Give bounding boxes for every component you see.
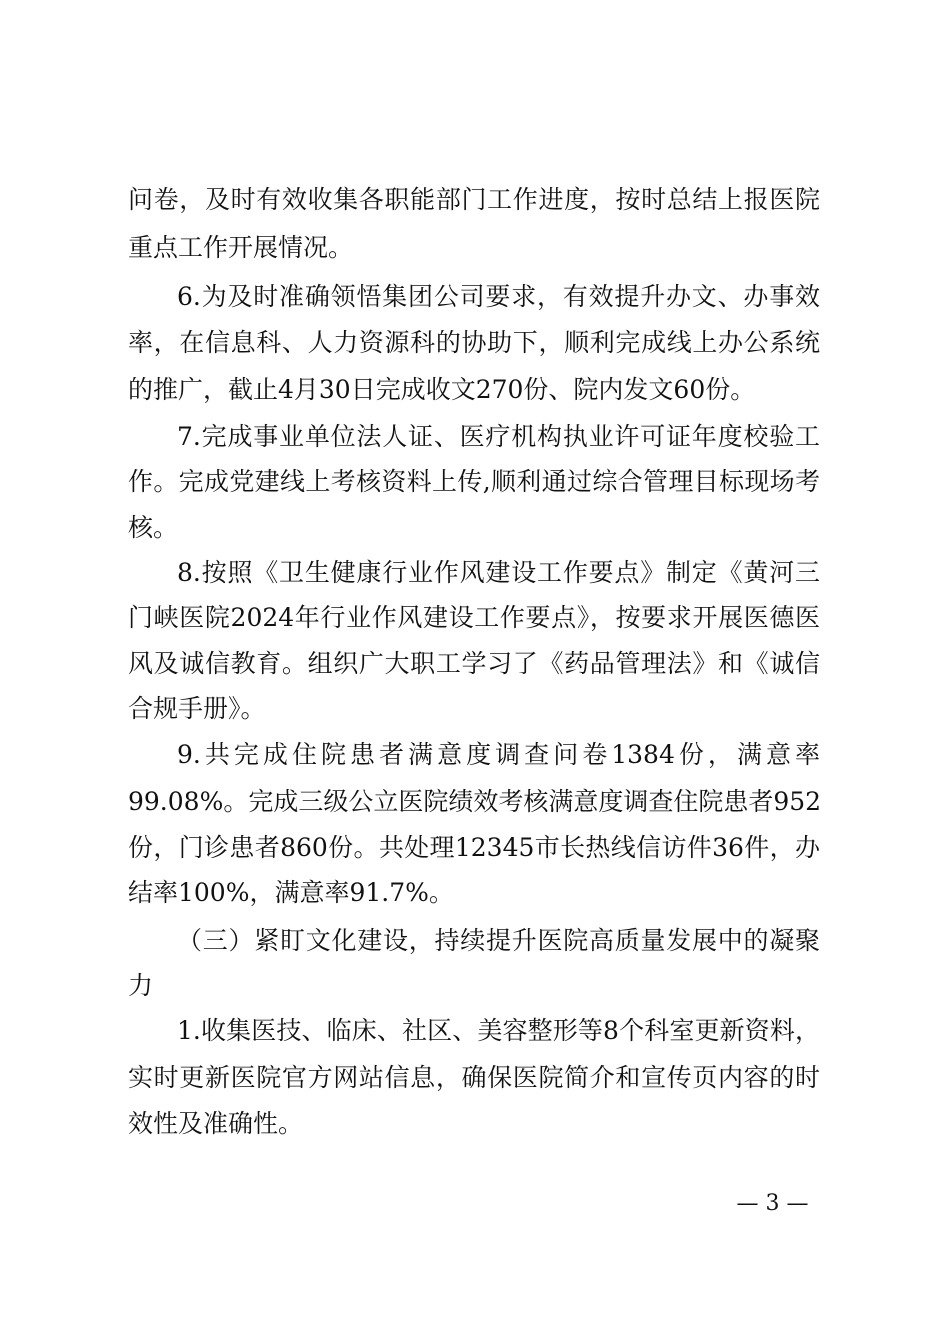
text-line: 结率100%，满意率91.7%。 (128, 878, 454, 907)
text-line: 合规手册》。 (128, 694, 266, 723)
text-line: 重点工作开展情况。 (128, 233, 354, 262)
section-heading: （三）紧盯文化建设，持续提升医院高质量发展中的凝聚 (177, 926, 820, 955)
text-line: 门峡医院2024年行业作风建设工作要点》，按要求开展医德医 (128, 603, 820, 632)
text-line: 的推广，截止4月30日完成收文270份、院内发文60份。 (128, 375, 756, 404)
text-line: 9.共完成住院患者满意度调查问卷1384份，满意率 (177, 740, 820, 769)
text-line: 99.08%。完成三级公立医院绩效考核满意度调查住院患者952 (128, 787, 822, 816)
text-line: 份，门诊患者860份。共处理12345市长热线信访件36件，办 (128, 833, 820, 862)
text-line: 1.收集医技、临床、社区、美容整形等8个科室更新资料， (177, 1016, 820, 1045)
section-heading: 力 (128, 971, 154, 1000)
page-number: — 3 — (736, 1191, 809, 1216)
text-line: 核。 (128, 513, 179, 542)
text-line: 率，在信息科、人力资源科的协助下，顺利完成线上办公系统 (128, 328, 820, 357)
text-line: 效性及准确性。 (128, 1109, 304, 1138)
text-line: 7.完成事业单位法人证、医疗机构执业许可证年度校验工 (177, 422, 820, 451)
text-line: 风及诚信教育。组织广大职工学习了《药品管理法》和《诚信 (128, 649, 820, 678)
text-line: 作。完成党建线上考核资料上传,顺利通过综合管理目标现场考 (128, 467, 820, 496)
text-line: 问卷，及时有效收集各职能部门工作进度，按时总结上报医院 (128, 185, 820, 214)
text-line: 6.为及时准确领悟集团公司要求，有效提升办文、办事效 (177, 282, 820, 311)
text-line: 8.按照《卫生健康行业作风建设工作要点》制定《黄河三 (177, 558, 820, 587)
text-line: 实时更新医院官方网站信息，确保医院简介和宣传页内容的时 (128, 1063, 820, 1092)
